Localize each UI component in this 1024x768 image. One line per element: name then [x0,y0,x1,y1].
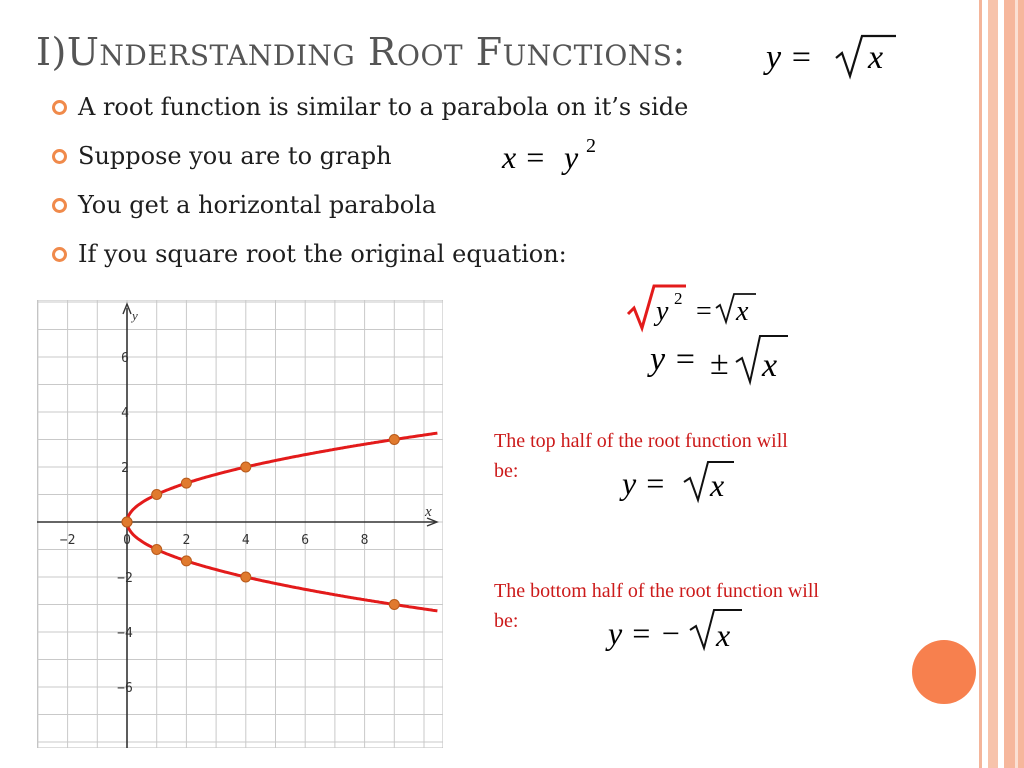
y-tick-label: 2 [121,461,129,476]
data-point [152,545,162,555]
bullet-list [48,86,688,282]
radical-sign-icon [836,36,896,76]
x-tick-label: 8 [360,533,369,548]
svg-text:2: 2 [674,289,683,308]
svg-text:y: y [656,296,669,327]
svg-text:=: = [696,296,712,327]
data-point [241,462,251,472]
title-equation [760,18,900,84]
bullet-item: You get a horizontal parabola [48,184,688,233]
slide-title: I)UNDERSTANDING ROOT FUNCTIONS: [36,30,686,74]
decor-circle [912,640,976,704]
svg-text:x: x [868,39,884,76]
svg-text:y = −: y = − [608,615,682,651]
svg-text:x: x [710,467,725,503]
graph-background [37,300,443,748]
derivation-line-2 [646,332,796,388]
decor-stripe-2 [988,0,998,768]
x-tick-label: −2 [59,533,76,548]
data-point [181,556,191,566]
bottom-half-text: The bottom half of the root function will be: [494,580,819,632]
data-point [389,600,399,610]
decor-stripe-1 [979,0,982,768]
decor-stripe-4 [1015,0,1018,768]
x-tick-label: 4 [241,533,250,548]
data-point [181,478,191,488]
svg-text:y: y [564,139,579,175]
svg-text:±: ± [710,345,729,382]
x-tick-label: 2 [182,533,191,548]
data-point [152,490,162,500]
y-tick-label: 6 [121,351,129,366]
y-tick-label: −6 [117,681,133,696]
x-axis-label: x [425,504,432,520]
top-half-text: The top half of the root function will be: [494,430,788,482]
svg-text:2: 2 [586,135,596,157]
svg-text:y =: y = [650,341,697,378]
graph-equation [496,130,616,180]
bullet-item: A root function is similar to a parabola on it’s side [48,86,688,135]
radical-sign-icon [684,462,734,500]
bullet-dot-icon [52,100,67,115]
data-point [241,572,251,582]
y-tick-label: 4 [121,406,129,421]
bottom-half-equation [604,606,754,658]
bullet-dot-icon [52,149,67,164]
bullet-dot-icon [52,247,67,262]
x-tick-label: 0 [123,533,131,548]
svg-text:x =: x = [502,139,546,175]
y-tick-label: −2 [117,571,133,586]
svg-text:x: x [716,617,731,653]
derivation-line-1 [624,280,764,334]
graph-chart [37,300,443,748]
x-tick-label: 6 [301,533,310,548]
data-point [122,517,132,527]
svg-text:y =: y = [766,39,813,76]
bullet-item: Suppose you are to graph [48,135,688,184]
top-half-equation [618,458,748,508]
svg-text:x: x [762,347,778,384]
svg-text:y =: y = [622,465,666,501]
data-point [389,435,399,445]
bullet-dot-icon [52,198,67,213]
decor-stripe-3 [1004,0,1024,768]
svg-text:x: x [736,296,749,327]
y-tick-label: −4 [117,626,133,641]
bullet-item: If you square root the original equation: [48,233,688,282]
y-axis-label: y [132,308,138,323]
